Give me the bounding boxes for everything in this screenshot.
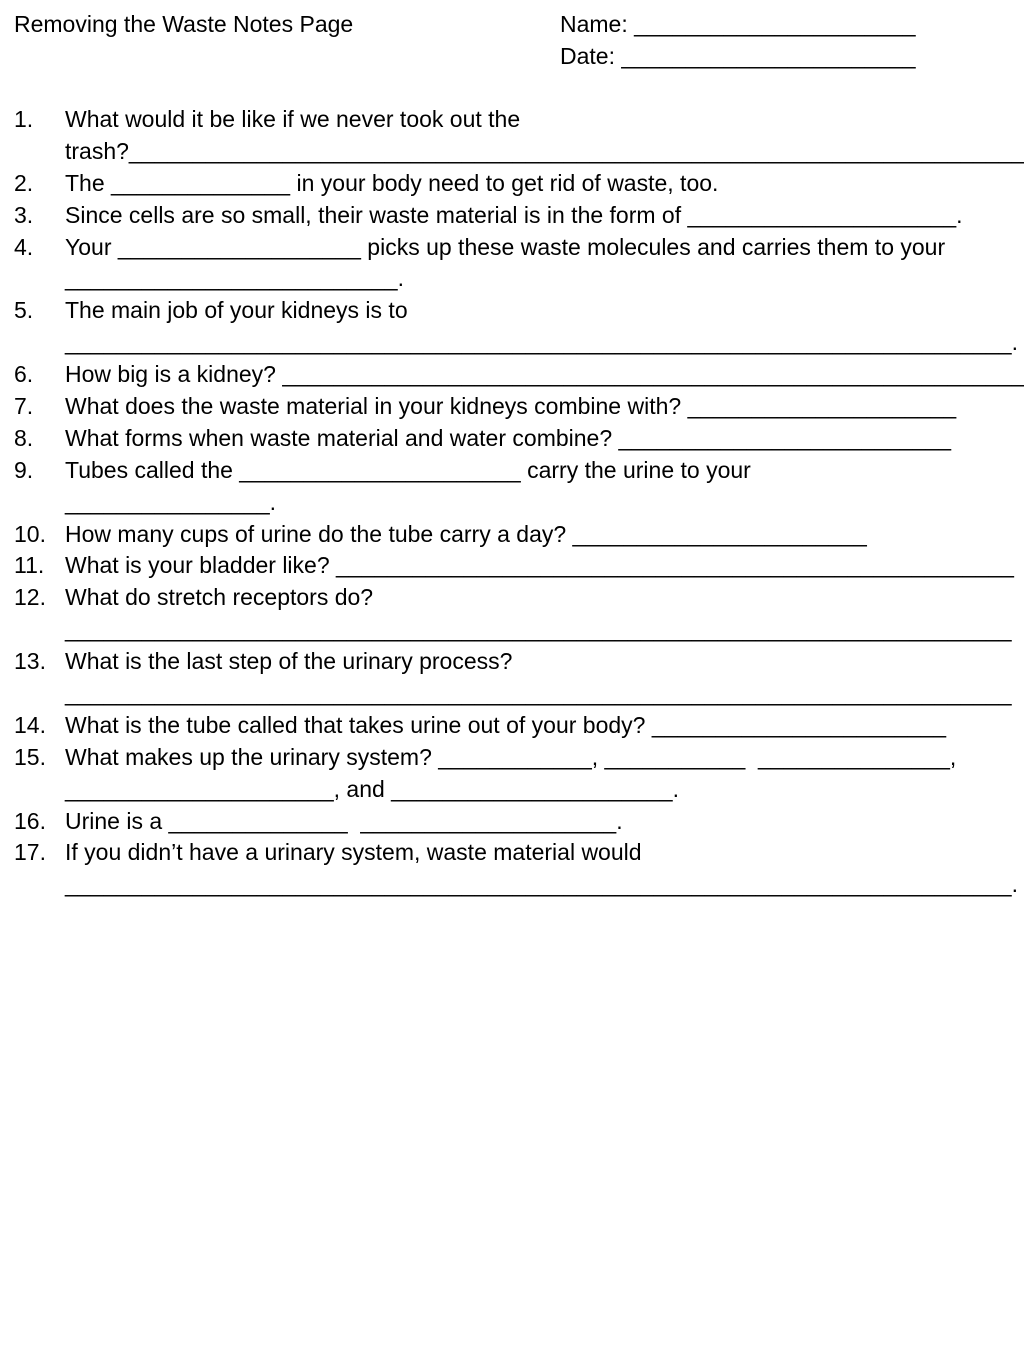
- question-number: 10.: [14, 520, 46, 547]
- question-answer-line: [0, 486, 1024, 518]
- question-text[interactable]: How big is a kidney? __________________________________________________________: [65, 361, 1024, 388]
- page-title: Removing the Waste Notes Page: [14, 11, 354, 37]
- question-text[interactable]: _____________________, and ______________________.: [65, 775, 679, 802]
- question-text[interactable]: __________________________________________________________________________: [65, 616, 1012, 643]
- question-number: 14.: [14, 711, 46, 738]
- question-text[interactable]: Urine is a ______________ ____________________.: [65, 807, 623, 834]
- question-text[interactable]: What is the last step of the urinary process?: [65, 648, 513, 675]
- question-item: [0, 167, 1024, 199]
- question-text[interactable]: What would it be like if we never took out the: [65, 106, 521, 132]
- question-item: [0, 549, 1024, 581]
- question-text[interactable]: Your ___________________ picks up these waste molecules and carries them to your: [65, 233, 946, 260]
- question-item: [0, 294, 1024, 326]
- question-number: 15.: [14, 743, 46, 770]
- question-text[interactable]: __________________________.: [65, 265, 404, 292]
- question-answer-line: [0, 135, 1024, 167]
- question-number: 9.: [14, 456, 34, 483]
- question-item: [0, 199, 1024, 231]
- name-field[interactable]: Name: ______________________: [560, 11, 916, 37]
- question-number: 1.: [14, 106, 34, 132]
- question-number: 13.: [14, 648, 46, 675]
- question-item: [0, 518, 1024, 550]
- question-text[interactable]: What forms when waste material and water combine? __________________________: [65, 424, 952, 451]
- question-text[interactable]: Tubes called the ______________________ carry the urine to your: [65, 456, 751, 483]
- question-text[interactable]: What do stretch receptors do?: [65, 584, 374, 611]
- question-number: 8.: [14, 424, 34, 451]
- question-text[interactable]: __________________________________________________________________________.: [65, 329, 1018, 356]
- question-item: [0, 581, 1024, 613]
- question-number: 16.: [14, 807, 46, 834]
- question-text[interactable]: What is the tube called that takes urine out of your body? _______________________: [65, 711, 947, 738]
- question-text[interactable]: What makes up the urinary system? ____________, ___________ _______________,: [65, 743, 957, 770]
- question-item: [0, 358, 1024, 390]
- question-item: [0, 805, 1024, 837]
- question-text[interactable]: ________________.: [65, 488, 277, 515]
- question-answer-line: [0, 868, 1024, 900]
- question-answer-line: [0, 326, 1024, 358]
- question-text[interactable]: __________________________________________________________________________: [65, 680, 1012, 707]
- question-number: 5.: [14, 297, 34, 324]
- question-text[interactable]: Since cells are so small, their waste material is in the form of _____________________.: [65, 201, 963, 228]
- question-item: [0, 741, 1024, 773]
- question-number: 4.: [14, 233, 34, 260]
- question-number: 2.: [14, 169, 34, 196]
- question-text[interactable]: If you didn’t have a urinary system, waste material would: [65, 839, 642, 866]
- question-text[interactable]: What is your bladder like? _____________________________________________________: [65, 552, 1014, 579]
- question-text[interactable]: The main job of your kidneys is to: [65, 297, 408, 324]
- question-answer-line: [0, 613, 1024, 645]
- question-item: [0, 454, 1024, 486]
- question-item: [0, 709, 1024, 741]
- question-item: [0, 836, 1024, 868]
- question-text[interactable]: trash?______________________________________________________________________: [65, 137, 1024, 164]
- question-text[interactable]: The ______________ in your body need to get rid of waste, too.: [65, 169, 719, 196]
- question-text[interactable]: __________________________________________________________________________.: [65, 871, 1018, 898]
- question-number: 7.: [14, 393, 34, 420]
- question-number: 11.: [14, 552, 45, 579]
- question-number: 3.: [14, 201, 34, 228]
- question-number: 12.: [14, 584, 46, 611]
- question-answer-line: [0, 677, 1024, 709]
- question-number: 17.: [14, 839, 46, 866]
- question-list: [0, 103, 1024, 900]
- question-item: [0, 645, 1024, 677]
- question-answer-line: [0, 773, 1024, 805]
- question-text[interactable]: How many cups of urine do the tube carry a day? _______________________: [65, 520, 867, 547]
- date-field[interactable]: Date: _______________________: [560, 43, 916, 69]
- question-item: [0, 390, 1024, 422]
- question-text[interactable]: What does the waste material in your kidneys combine with? _____________________: [65, 393, 957, 420]
- question-item: [0, 103, 1024, 135]
- question-answer-line: [0, 262, 1024, 294]
- question-item: [0, 422, 1024, 454]
- question-number: 6.: [14, 361, 34, 388]
- question-item: [0, 231, 1024, 263]
